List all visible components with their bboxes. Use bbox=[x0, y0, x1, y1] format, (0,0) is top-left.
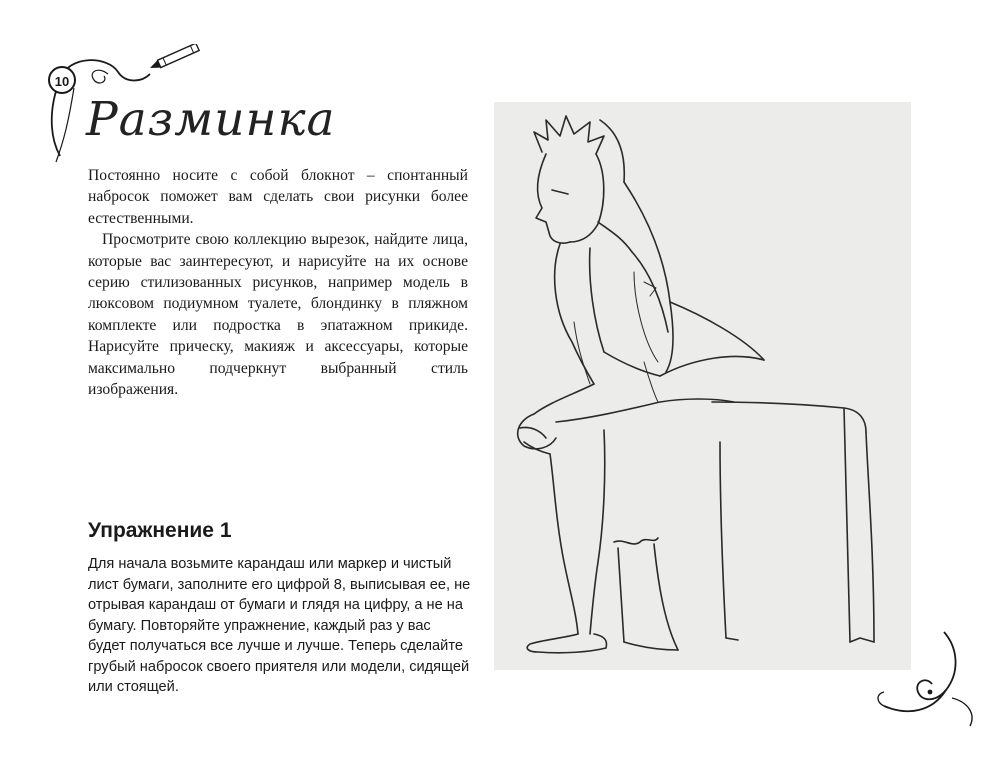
seated-figure-sketch bbox=[494, 102, 911, 670]
intro-paragraph: Просмотрите свою коллекцию вырезок, найдите лица, которые вас заинтересуют, и нарисуйте на их основе серию стилизованных рисунков, например модель в люксовом подиумном туалете, блондинку в пляжном комплекте или подростка в эпатажном прикиде. Нарисуйте прическу, макияж и аксессуары, которые максимально подчеркнут выбранный стиль изображения. bbox=[88, 231, 468, 399]
bottom-swirl-ornament-icon bbox=[872, 628, 982, 738]
page-title: Разминка bbox=[86, 92, 336, 147]
page-number: 10 bbox=[48, 66, 76, 94]
sketch-drawing bbox=[494, 102, 911, 670]
intro-paragraph: Постоянно носите с собой блокнот – спонтанный набросок поможет вам сделать свои рисунки более естественными. bbox=[88, 167, 468, 227]
intro-text bbox=[88, 165, 468, 400]
pencil-icon bbox=[148, 44, 199, 72]
exercise-title: Упражнение 1 bbox=[88, 519, 232, 542]
exercise-text: Для начала возьмите карандаш или маркер и чистый лист бумаги, заполните его цифрой 8, выписывая ее, не отрывая карандаш от бумаги и глядя на цифру, а не на бумагу. Повторяйте упражнение, каждый раз у вас будет получаться все лучше и лучше. Теперь сделайте грубый набросок своего приятеля или модели, сидящей или стоящей. bbox=[88, 556, 471, 695]
